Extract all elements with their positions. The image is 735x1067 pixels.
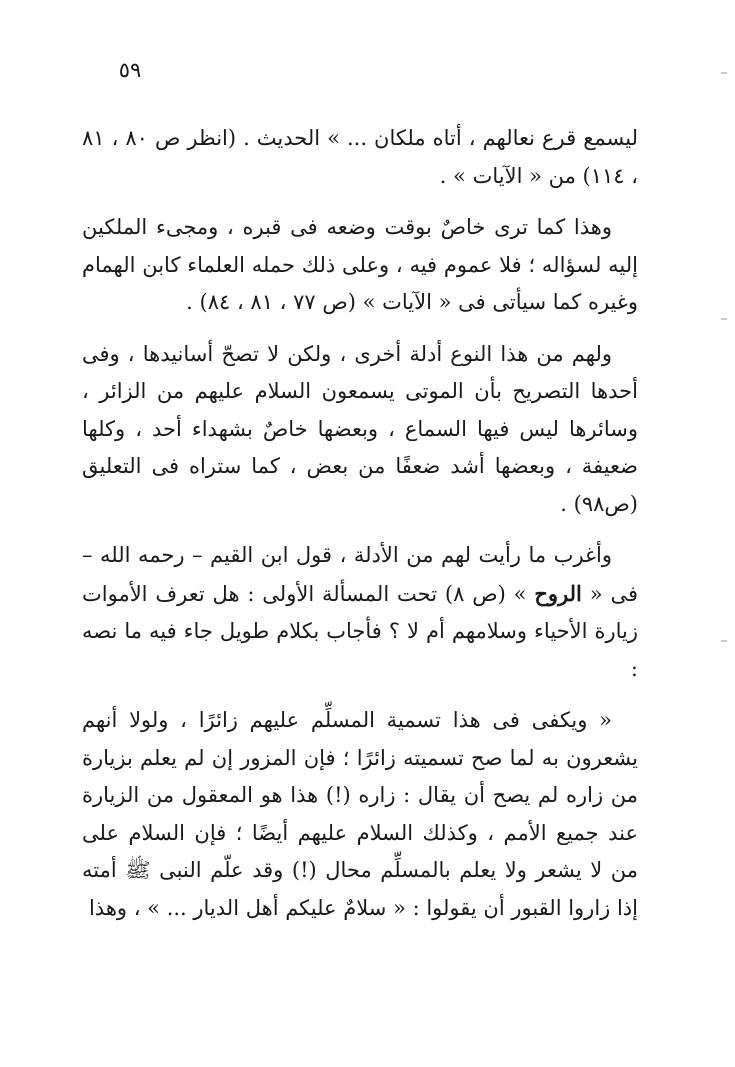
page-number: ٥٩ bbox=[118, 58, 142, 82]
page-body bbox=[82, 120, 638, 941]
paragraph-grave-questioning: وهذا كما ترى خاصٌ بوقت وضعه فى قبره ، ومجىء الملكين إليه لسؤاله ؛ فلا عموم فيه ، وعلى ذلك حمله العلماء كابن الهمام وغيره كما سيأتى فى « الآيات » (ص ٧٧ ، ٨١ ، ٨٤) . bbox=[82, 215, 638, 314]
paragraph-ibn-qayyim-before: وأغرب ما رأيت لهم من الأدلة ، قول ابن القيم – رحمه الله – فى « bbox=[82, 543, 638, 606]
margin-mark bbox=[721, 72, 727, 74]
paragraph-quotation: « ويكفى فى هذا تسمية المسلِّم عليهم زائرًا ، ولولا أنهم يشعرون به لما صح تسميته زائرًا ؛ فإن المزور إن لم يعلم بزيارة من زاره لم يصح أن يقال : زاره (!) هذا هو المعقول من الزيارة عند جميع الأمم ، وكذلك السلام عليهم أيضًا ؛ فإن السلام على من لا يشعر ولا يعلم بالمسلِّم محال (!) وقد علّم النبى ﷺ أمته إذا زاروا القبور أن يقولوا : « سلامٌ عليكم أهل الديار ... » ، وهذا bbox=[82, 708, 639, 920]
margin-mark bbox=[721, 640, 727, 642]
margin-mark bbox=[721, 318, 727, 320]
book-title-al-ruh: الروح bbox=[534, 580, 582, 606]
paragraph-ibn-qayyim-after: » (ص ٨) تحت المسألة الأولى : هل تعرف الأموات زيارة الأحياء وسلامهم أم لا ؟ فأجاب بكلام طويل جاء فيه ما نصه : bbox=[82, 581, 638, 681]
paragraph-ibn-qayyim bbox=[82, 537, 638, 688]
paragraph-hadith-end: ليسمع قرع نعالهم ، أتاه ملكان ... » الحديث . (انظر ص ٨٠ ، ٨١ ، ١١٤) من « الآيات » . bbox=[82, 126, 638, 188]
paragraph-other-evidence: ولهم من هذا النوع أدلة أخرى ، ولكن لا تصحّ أسانيدها ، وفى أحدها التصريح بأن الموتى يسمعون السلام عليهم من الزائر ، وسائرها ليس فيها السماع ، وبعضها خاصٌ بشهداء أحد ، وكلها ضعيفة ، وبعضها أشد ضعفًا من بعض ، كما ستراه فى التعليق (ص٩٨) . bbox=[82, 341, 638, 516]
